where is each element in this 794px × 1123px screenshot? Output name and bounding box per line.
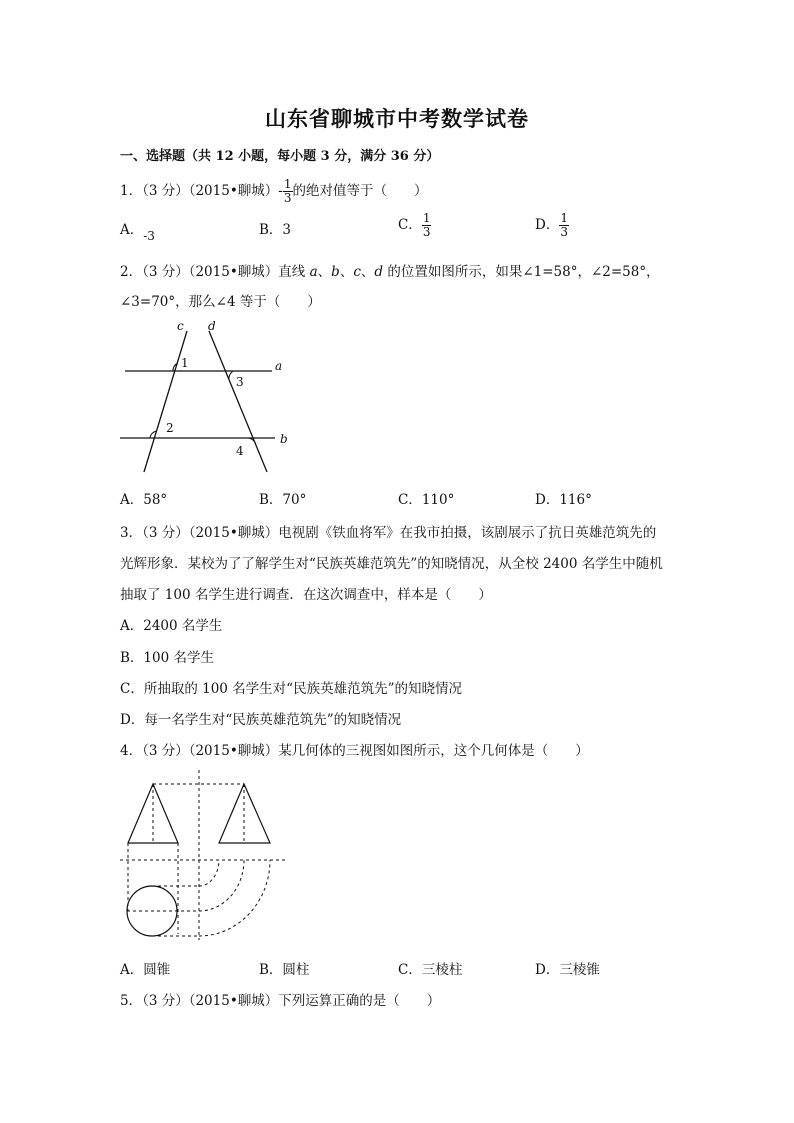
question-2-line-2: ∠3=70°，那么∠4 等于（ ） — [120, 294, 321, 310]
question-3-line-3: 抽取了 100 名学生进行调查．在这次调查中，样本是（ ） — [120, 587, 492, 603]
q1-option-d-label: D． — [535, 217, 560, 233]
q3-option-a[interactable]: A．2400 名学生 — [120, 618, 223, 634]
q2-option-a[interactable]: A．58° — [120, 492, 168, 508]
q1-option-b-label: B． — [259, 222, 283, 238]
question-1-suffix: 的绝对值等于（ ） — [292, 183, 428, 199]
q3-option-c[interactable]: C．所抽取的 100 名学生对“民族英雄范筑先”的知晓情况 — [120, 681, 462, 697]
question-3-line-1: 3．（3 分）（2015•聊城）电视剧《铁血将军》在我市拍摄，该剧展示了抗日英雄范筑先的 — [120, 525, 657, 541]
separator: 、 — [360, 264, 375, 280]
question-4-line-1: 4．（3 分）（2015•聊城）某几何体的三视图如图所示，这个几何体是（ ） — [120, 743, 589, 759]
q4-option-a[interactable]: A．圆锥 — [120, 962, 171, 978]
section-heading: 一、选择题（共 12 小题，每小题 3 分，满分 36 分） — [120, 149, 440, 164]
q3-option-d[interactable]: D．每一名学生对“民族英雄范筑先”的知晓情况 — [120, 712, 402, 728]
var-d: d — [374, 264, 384, 280]
q3-option-b[interactable]: B．100 名学生 — [120, 650, 214, 666]
question-2-suffix: 的位置如图所示，如果∠1=58°，∠2=58°， — [383, 264, 660, 280]
label-a: a — [275, 359, 283, 373]
question-3-line-2: 光辉形象．某校为了了解学生对“民族英雄范筑先”的知晓情况，从全校 2400 名学生中随机 — [120, 556, 663, 572]
q1-option-c-num: 1 — [422, 211, 431, 225]
outer-transfer-arc — [199, 860, 270, 936]
q2-option-c[interactable]: C．110° — [398, 492, 455, 508]
q1-option-a-value: -3 — [143, 229, 155, 243]
question-2-prefix: 2．（3 分）（2015•聊城）直线 — [120, 264, 310, 280]
question-1-frac-den: 3 — [283, 191, 292, 205]
label-angle-2: 2 — [166, 421, 174, 435]
q2-option-d[interactable]: D．116° — [535, 492, 592, 508]
inner-transfer-arc — [199, 860, 219, 886]
page-title: 山东省聊城市中考数学试卷 — [265, 107, 529, 131]
label-angle-4: 4 — [236, 444, 244, 458]
label-b: b — [280, 432, 288, 446]
q1-option-d-den: 3 — [560, 225, 568, 239]
label-angle-3: 3 — [236, 375, 244, 389]
question-1-prefix: 1．（3 分）（2015•聊城） — [120, 183, 279, 199]
question-1-frac-num: 1 — [283, 177, 292, 191]
label-angle-1: 1 — [181, 356, 189, 370]
q4-option-c[interactable]: C．三棱柱 — [398, 962, 463, 978]
separator: 、 — [317, 264, 332, 280]
q1-option-a-label: A． — [120, 222, 144, 238]
q1-option-c-label: C． — [398, 217, 422, 233]
question-5-line-1: 5．（3 分）（2015•聊城）下列运算正确的是（ ） — [120, 993, 441, 1009]
var-a: a — [309, 264, 318, 280]
q2-option-b[interactable]: B．70° — [259, 492, 307, 508]
label-c: c — [177, 319, 184, 333]
q4-option-d[interactable]: D．三棱锥 — [535, 962, 600, 978]
separator: 、 — [339, 264, 354, 280]
var-b: b — [331, 264, 340, 280]
q4-option-b[interactable]: B．圆柱 — [259, 962, 310, 978]
q1-option-c-den: 3 — [422, 225, 431, 239]
label-d: d — [208, 319, 216, 333]
q1-option-d-num: 1 — [560, 211, 568, 225]
var-c: c — [353, 264, 361, 280]
question-1-neg: - — [278, 183, 283, 199]
q1-option-b-value: 3 — [282, 222, 292, 238]
middle-transfer-arc — [199, 860, 244, 911]
